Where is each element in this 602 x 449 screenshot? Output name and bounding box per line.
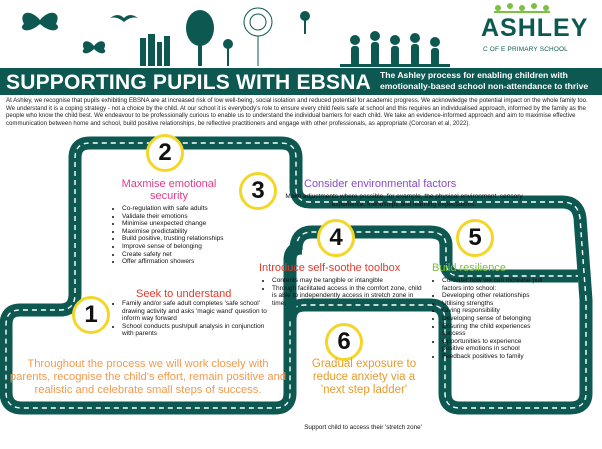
step-4-number: 4 [317, 219, 355, 257]
list-item: • Developing other relationships [442, 292, 544, 300]
list-item: • Build positive, trusting relationships [122, 235, 272, 243]
step-6-number: 6 [325, 323, 363, 361]
step-1-list [112, 300, 272, 338]
list-item: • Contents may be tangible or intangible [272, 277, 424, 285]
list-item: • Validate their emotions [122, 213, 272, 221]
step-3-text: Make adjustments where possible, for example, the physical environment, sensory experience, friendships and learning expectations. [285, 193, 523, 208]
step-3-heading: Consider environmental factors [304, 178, 457, 190]
list-item: • School conducts push/pull analysis in conjunction with parents [122, 323, 272, 338]
list-item: • Feedback positives to family [442, 353, 544, 361]
logo-subtitle: C OF E PRIMARY SCHOOL [483, 46, 568, 53]
step-5-list [432, 277, 544, 361]
intro-paragraph: At Ashley, we recognise that pupils exhibiting EBSNA are at increased risk of low well-being, social isolation and reduced potential for academic progress. We acknowledge the potential impact on the whole family too. We understand it is a coping strategy - not a choice by the child. At our school it is everybody's role to ensure every child feels safe at school and this requires an individualised approach, informed by the family as the people who know the child best. We endeavour to be professionally curious to enable us to understand the individual barriers for each child. We take an evidence-informed approach and aim to maximise effective communication between home and school, build positive relationships, be reflective practitioners and engage with other professionals, as appropriate (Corcoran et al, 2022). [6, 97, 588, 127]
list-item: • Maximise predictability [122, 228, 272, 236]
step-3-number: 3 [239, 172, 277, 210]
page-subtitle: The Ashley process for enabling children with emotionally-based school non-attendance to thrive [380, 70, 589, 91]
list-item: • Minimise unexpected change [122, 220, 272, 228]
list-item: • Improve sense of belonging [122, 243, 272, 251]
step-1-heading: Seek to understand [136, 288, 232, 300]
step-5-heading: Build resilience [432, 262, 506, 274]
list-item: • Family and/or safe adult completes 'safe school' drawing activity and asks 'magic wand' question to inform way forward [122, 300, 272, 323]
step-2-heading: Maxmise emotional security [121, 178, 217, 202]
step-4-list [262, 277, 424, 307]
step-6-heading: Gradual exposure to reduce anxiety via a 'next step ladder' [311, 358, 417, 396]
page-title: SUPPORTING PUPILS WITH EBSNA [6, 71, 371, 94]
list-item: • Giving responsibility [442, 307, 544, 315]
list-item: • Offer affirmation showers [122, 258, 272, 266]
list-item: • Utilising strengths [442, 300, 544, 308]
list-item: • Create safety net [122, 251, 272, 259]
step-2-list [112, 205, 272, 266]
step-2-number: 2 [146, 134, 184, 172]
logo-name: ASHLEY [481, 14, 589, 42]
list-item: • Through facilitated access in the comfort zone, child is able to independently access in stretch zone in time. [272, 285, 424, 308]
step-5-number: 5 [456, 219, 494, 257]
list-item: • Developing sense of belonging [442, 315, 544, 323]
list-item: • Consider how we can increase pull factors into school: [442, 277, 544, 292]
step-4-heading: Introduce self-soothe toolbox [259, 262, 401, 274]
step-6-note: Support child to access their 'stretch zone' [304, 424, 422, 431]
list-item: • Co-regulation with safe adults [122, 205, 272, 213]
list-item: • Ensuring the child experiences success [442, 323, 544, 338]
list-item: • Opportunities to experience positive emotions in school [442, 338, 544, 353]
closing-statement: Throughout the process we will work closely with parents, recognise the child's effort, remain positive and realistic and celebrate small steps of success. [9, 358, 287, 396]
step-1-number: 1 [72, 296, 110, 334]
